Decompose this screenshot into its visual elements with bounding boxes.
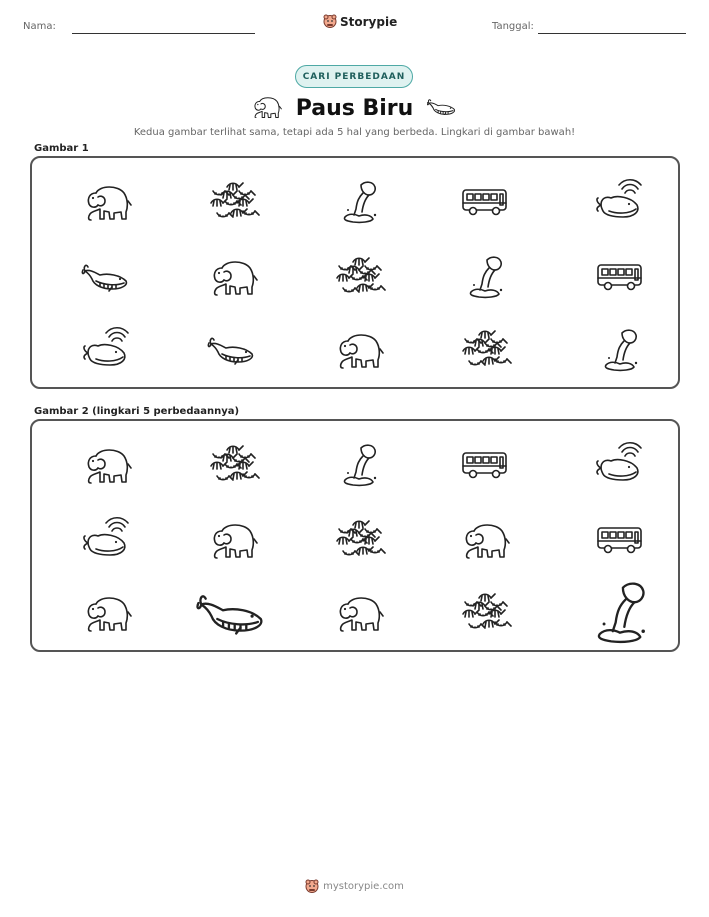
elephant-icon xyxy=(460,519,510,559)
grid-cell xyxy=(585,241,655,311)
grid-cell xyxy=(450,241,520,311)
krill-icon xyxy=(211,444,255,484)
bus-icon xyxy=(595,260,645,292)
date-label: Tanggal: xyxy=(492,21,534,32)
picture2-panel[interactable] xyxy=(30,419,680,652)
storypie-logo-icon xyxy=(323,14,337,29)
grid-cell[interactable] xyxy=(450,504,520,574)
footer-site: mystorypie.com xyxy=(323,881,404,892)
grid-cell[interactable] xyxy=(198,577,268,647)
bus-icon xyxy=(595,523,645,555)
elephant-icon xyxy=(82,181,132,221)
grid-cell xyxy=(585,314,655,384)
elephant-icon xyxy=(251,94,282,119)
whale-icon xyxy=(208,334,258,364)
picture1-label: Gambar 1 xyxy=(34,143,89,154)
brand xyxy=(323,14,397,29)
water-pouring-icon xyxy=(339,179,379,224)
grid-cell xyxy=(72,314,142,384)
grid-cell xyxy=(324,166,394,236)
krill-icon xyxy=(337,256,381,296)
grid-cell xyxy=(198,166,268,236)
krill-icon xyxy=(337,519,381,559)
grid-cell xyxy=(72,241,142,311)
title-elephant-icon xyxy=(251,94,282,123)
grid-cell xyxy=(198,241,268,311)
grid-cell[interactable] xyxy=(324,504,394,574)
elephant-icon xyxy=(82,444,132,484)
page-title: Paus Biru xyxy=(295,95,414,121)
activity-badge: CARI PERBEDAAN xyxy=(295,65,413,88)
grid-cell xyxy=(198,314,268,384)
storypie-logo-icon xyxy=(305,879,319,894)
krill-icon xyxy=(211,181,255,221)
grid-cell[interactable] xyxy=(72,577,142,647)
title-whale-icon xyxy=(427,97,458,120)
krill-icon xyxy=(463,592,507,632)
picture1-panel xyxy=(30,156,680,389)
krill-icon xyxy=(463,329,507,369)
whale-singing-icon xyxy=(82,329,132,369)
date-line[interactable] xyxy=(538,33,686,34)
elephant-icon xyxy=(208,519,258,559)
water-pouring-icon xyxy=(339,442,379,487)
whale-singing-icon xyxy=(82,519,132,559)
whale-singing-icon xyxy=(595,444,645,484)
grid-cell[interactable] xyxy=(324,429,394,499)
instructions: Kedua gambar terlihat sama, tetapi ada 5 hal yang berbeda. Lingkari di gambar bawah! xyxy=(133,127,576,138)
grid-cell[interactable] xyxy=(585,504,655,574)
elephant-icon xyxy=(334,329,384,369)
name-line[interactable] xyxy=(72,33,255,34)
name-label: Nama: xyxy=(23,21,56,32)
title-row xyxy=(0,92,709,124)
elephant-icon xyxy=(334,592,384,632)
whale-icon xyxy=(197,590,270,634)
grid-cell xyxy=(72,166,142,236)
grid-cell xyxy=(324,241,394,311)
picture2-label: Gambar 2 (lingkari 5 perbedaannya) xyxy=(34,406,240,417)
grid-cell[interactable] xyxy=(585,577,655,647)
brand-name: Storypie xyxy=(340,14,398,29)
grid-cell xyxy=(585,166,655,236)
grid-cell[interactable] xyxy=(450,429,520,499)
bus-icon xyxy=(460,185,510,217)
elephant-icon xyxy=(208,256,258,296)
bus-icon xyxy=(460,448,510,480)
grid-cell xyxy=(324,314,394,384)
grid-cell xyxy=(450,314,520,384)
water-pouring-icon xyxy=(591,579,649,644)
grid-cell xyxy=(450,166,520,236)
whale-singing-icon xyxy=(595,181,645,221)
water-pouring-icon xyxy=(600,327,640,372)
grid-cell[interactable] xyxy=(198,504,268,574)
footer xyxy=(0,879,709,894)
grid-cell[interactable] xyxy=(324,577,394,647)
grid-cell[interactable] xyxy=(72,504,142,574)
grid-cell[interactable] xyxy=(450,577,520,647)
grid-cell[interactable] xyxy=(198,429,268,499)
water-pouring-icon xyxy=(465,254,505,299)
whale-icon xyxy=(82,261,132,291)
whale-icon xyxy=(427,97,458,116)
elephant-icon xyxy=(82,592,132,632)
grid-cell[interactable] xyxy=(585,429,655,499)
grid-cell[interactable] xyxy=(72,429,142,499)
